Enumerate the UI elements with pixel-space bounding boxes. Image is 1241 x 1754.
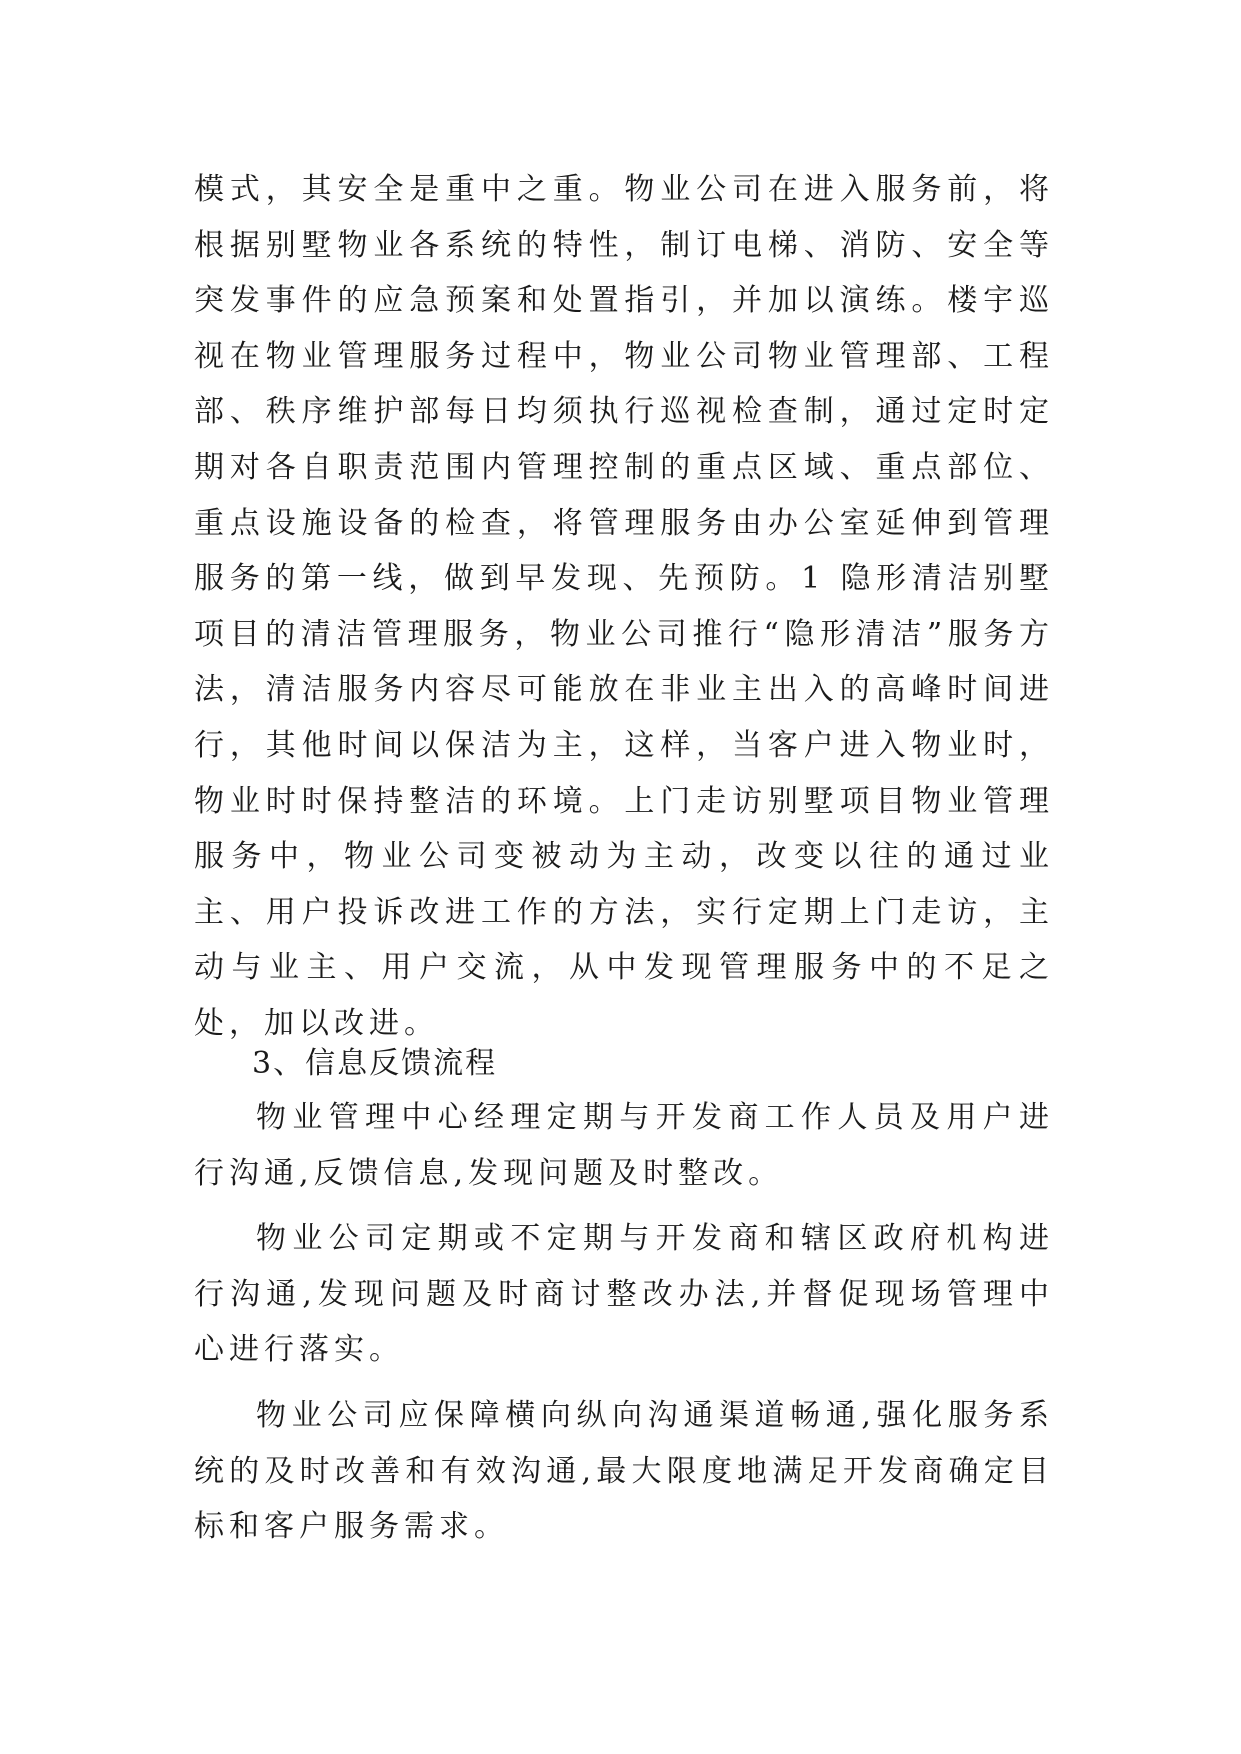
body-paragraph-feedback-2: 物业公司定期或不定期与开发商和辖区政府机构进行沟通,发现问题及时商讨整改办法,并督促现场管理中心进行落实。	[194, 1221, 1054, 1368]
body-paragraph-continued: 模式，其安全是重中之重。物业公司在进入服务前，将根据别墅物业各系统的特性，制订电梯、消防、安全等突发事件的应急预案和处置指引，并加以演练。楼宇巡视在物业管理服务过程中，物业公司物业管理部、工程部、秩序维护部每日均须执行巡视检查制，通过定时定期对各自职责范围内管理控制的重点区域、重点部位、重点设施设备的检查，将管理服务由办公室延伸到管理服务的第一线，做到早发现、先预防。1 隐形清洁别墅项目的清洁管理服务，物业公司推行“隐形清洁”服务方法，清洁服务内容尽可能放在非业主出入的高峰时间进行，其他时间以保洁为主，这样，当客户进入物业时，物业时时保持整洁的环境。上门走访别墅项目物业管理服务中，物业公司变被动为主动，改变以往的通过业主、用户投诉改进工作的方法，实行定期上门走访，主动与业主、用户交流，从中发现管理服务中的不足之处，加以改进。	[194, 172, 1054, 1041]
section-heading: 3、信息反馈流程	[252, 1046, 498, 1081]
body-paragraph-feedback-3: 物业公司应保障横向纵向沟通渠道畅通,强化服务系统的及时改善和有效沟通,最大限度地满足开发商确定目标和客户服务需求。	[194, 1398, 1054, 1545]
body-paragraph-feedback-1: 物业管理中心经理定期与开发商工作人员及用户进行沟通,反馈信息,发现问题及时整改。	[194, 1100, 1054, 1191]
